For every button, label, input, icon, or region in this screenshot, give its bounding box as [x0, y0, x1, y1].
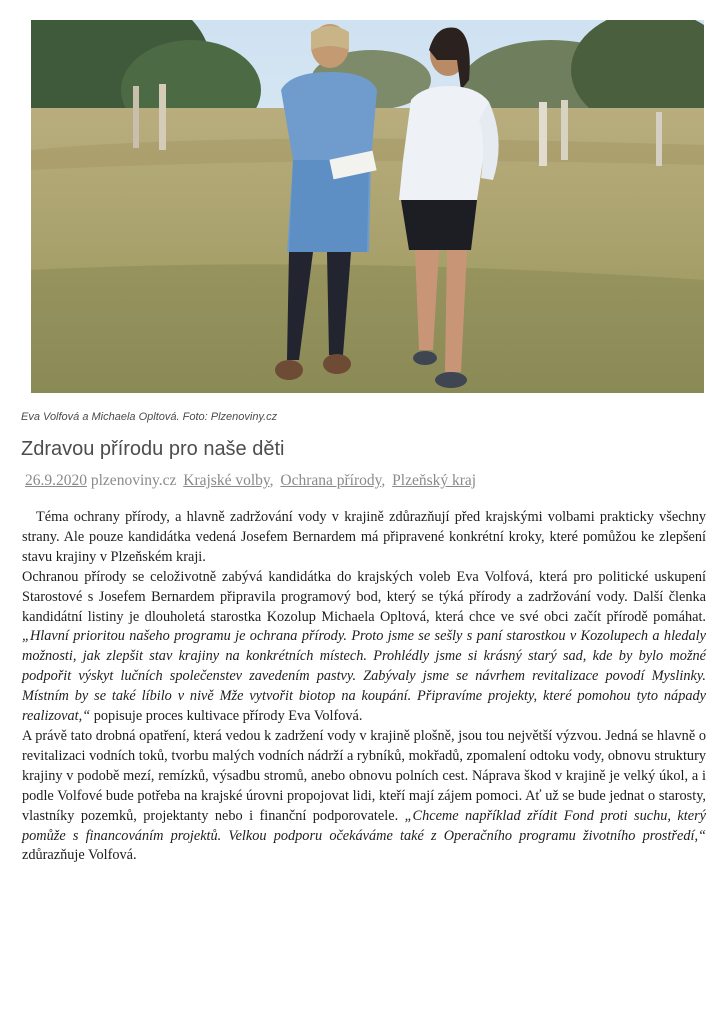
photo-caption: Eva Volfová a Michaela Opltová. Foto: Plzenoviny.cz	[21, 411, 278, 423]
paragraph-2-quote: „Hlavní prioritou našeho programu je ochrana přírody. Proto jsme se sešly s paní starostkou v Kozolupech a hledaly možnosti, jak zlepšit stav krajiny na konkrétních místech. Prohlédly jsme si krásný starý sad, kde by bylo možné podpořit výskyt lučních společenstev zavedením pastvy. Zabývaly jsme se návrhem revitalizace povodí Myslinky. Místním by se také líbilo v nivě Mže vytvořit biotop na koupání. Připravíme projekty, které pomohou tyto nápady realizovat,“	[22, 628, 706, 725]
photo-illustration	[31, 20, 704, 393]
article-meta	[22, 472, 476, 490]
paragraph-2-text: Ochranou přírody se celoživotně zabývá kandidátka do krajských voleb Eva Volfová, která pro politické uskupení Starostové s Josefem Bernardem připravila programový bod, který se týká přírody a zadržování vody. Další členka kandidátní listiny je dlouholetá starostka Kozolup Michaela Opltová, která chce ve své obci začít přírodě pomáhat.	[22, 568, 706, 625]
article-source: plzenoviny.cz	[90, 472, 177, 489]
paragraph-3-end: zdůrazňuje Volfová.	[22, 847, 137, 864]
tag-link-plzensky-kraj[interactable]: Plzeňský kraj	[392, 472, 477, 489]
article-date-link[interactable]: 26.9.2020	[25, 472, 87, 489]
tag-link-krajske-volby[interactable]: Krajské volby	[183, 472, 270, 489]
tag-separator: ,	[269, 472, 274, 489]
article-photo	[31, 20, 704, 393]
paragraph-2-end: popisuje proces kultivace přírody Eva Volfová.	[90, 708, 363, 725]
tag-link-ochrana-prirody[interactable]: Ochrana přírody	[280, 472, 382, 489]
article-title: Zdravou přírodu pro naše děti	[21, 438, 285, 460]
article-paragraph-2	[22, 568, 706, 727]
paragraph-3-text: A právě tato drobná opatření, která vedou k zadržení vody v krajině plošně, jsou tou největší výzvou. Jedná se hlavně o revitalizaci vodních toků, tvorbu malých vodních nádrží a rybníků, mokřadů, zpomalení odtoku vody, obnovu struktury krajiny v podobě mezí, remízků, výsadbu stromů, anebo obnovu polních cest. Náprava škod v krajině je velký úkol, a i podle Volfové bude potřeba na krajské úrovni propojovat lidi, kteří mají zájem pomoci. Ať už se bude jednat o starosty, vlastníky pozemků, projektanty nebo i finanční podporovatele.	[22, 727, 706, 824]
paragraph-3-quote: „Chceme například zřídit Fond proti suchu, který pomůže s financováním projektů. Velkou podporu očekáváme také z Operačního programu životního prostředí,“	[22, 807, 707, 844]
tag-separator: ,	[381, 472, 386, 489]
article-paragraph-1: Téma ochrany přírody, a hlavně zadržování vody v krajině zdůrazňují před krajskými volbami prakticky všechny strany. Ale pouze kandidátka vedená Josefem Bernardem má připravené konkrétní kroky, které pomůžou ke zlepšení stavu krajiny v Plzeňském kraji.	[22, 509, 706, 565]
article-body	[22, 508, 706, 866]
article-paragraph-3	[22, 727, 706, 866]
